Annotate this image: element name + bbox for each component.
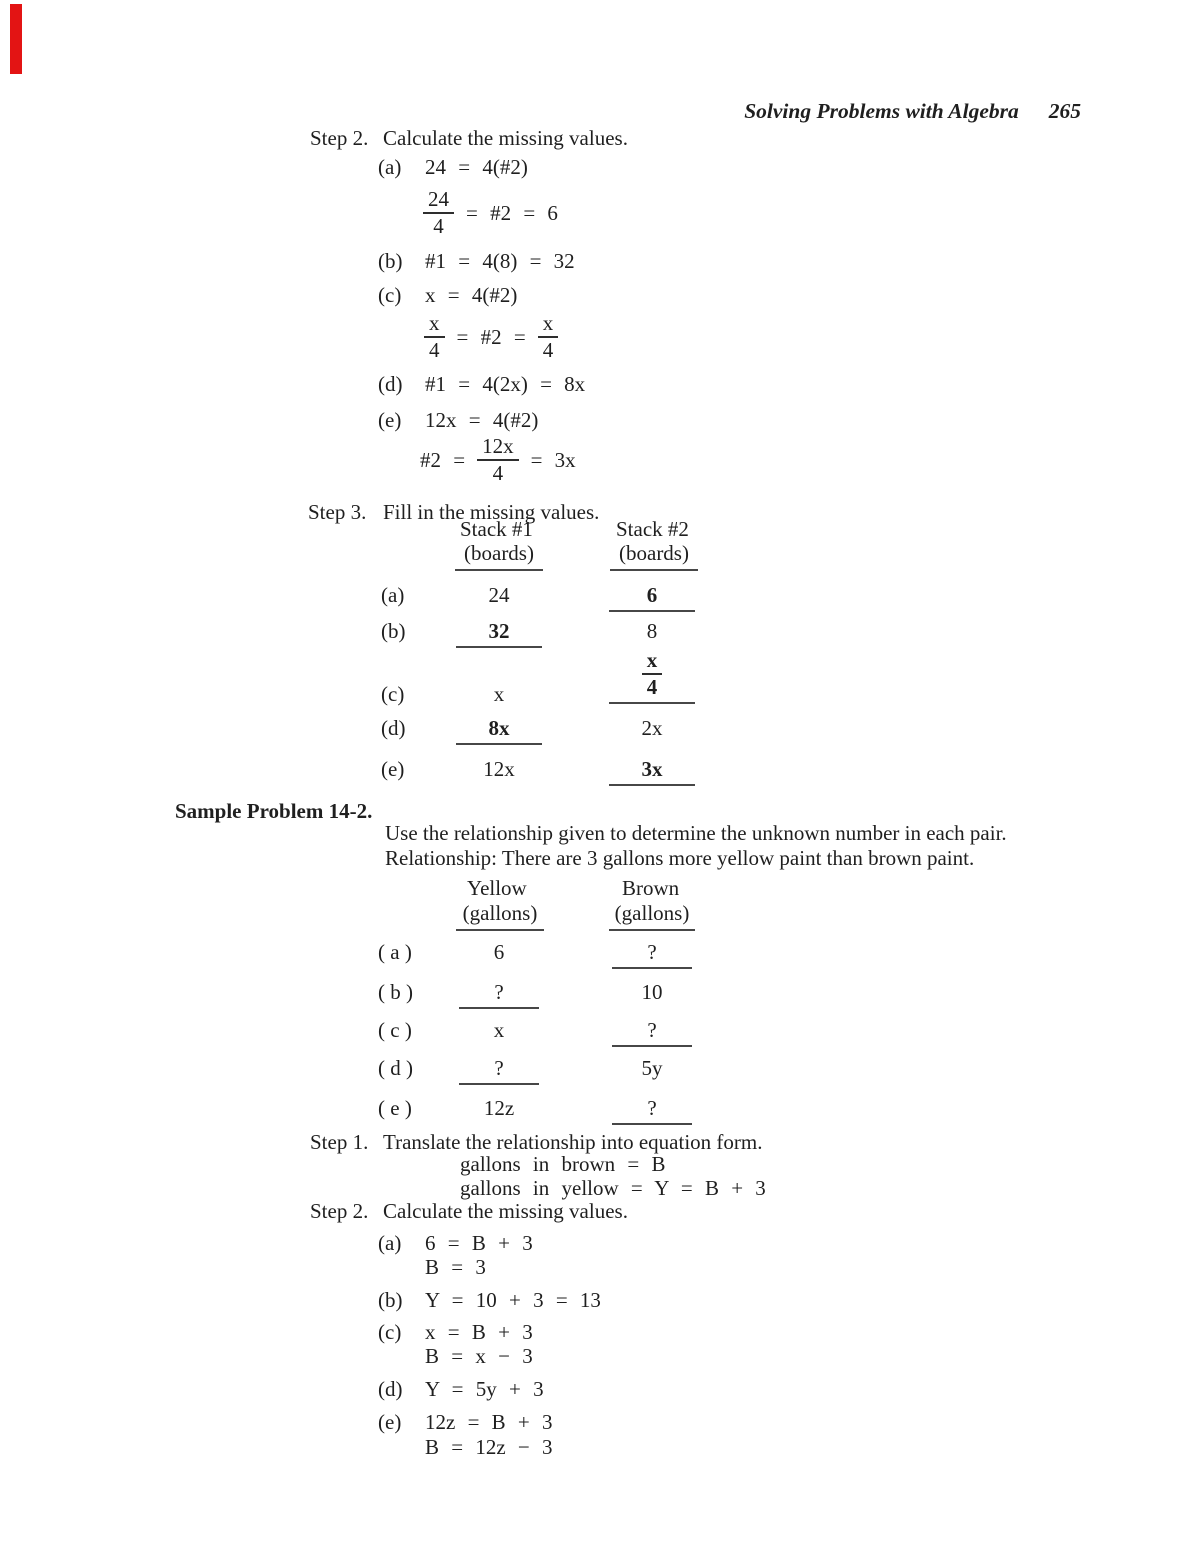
row-label: ( b ) <box>378 980 413 1004</box>
stack2-value: 8 <box>646 619 658 643</box>
fraction-denominator: 4 <box>433 214 444 239</box>
item-e-label: (e) <box>378 408 402 432</box>
fraction <box>642 650 663 699</box>
equation-line <box>424 313 558 362</box>
row-label: (a) <box>381 583 405 607</box>
row-label: ( d ) <box>378 1056 413 1080</box>
column-subheader-brown: (gallons) <box>609 901 695 931</box>
column-header-brown: Brown <box>622 876 680 900</box>
step3-label: Step 3. <box>308 500 367 524</box>
step1-title: Translate the relationship into equation form. <box>383 1130 763 1154</box>
step2-top-title: Calculate the missing values. <box>383 126 628 150</box>
stack2-value: 2x <box>641 716 663 740</box>
yellow-value: 6 <box>493 940 505 964</box>
fraction-numerator: x <box>642 650 663 675</box>
row-label: (e) <box>381 757 405 781</box>
equation-line: 24 = 4(#2) <box>425 155 528 179</box>
row-label: ( c ) <box>378 1018 412 1042</box>
item-c-label: (c) <box>378 283 402 307</box>
sample-problem-heading: Sample Problem 14-2. <box>175 799 373 823</box>
stack1-value: 24 <box>488 583 510 607</box>
equation-line: Y = 10 + 3 = 13 <box>425 1288 601 1312</box>
stack1-value: x <box>493 682 505 706</box>
equation-line: #1 = 4(2x) = 8x <box>425 372 586 396</box>
column-subheader-stack2: (boards) <box>610 541 698 571</box>
fraction-numerator: 24 <box>423 189 454 214</box>
equation-line <box>423 189 558 238</box>
item-a-label: (a) <box>378 1231 402 1255</box>
fraction-denominator: 4 <box>429 338 440 363</box>
fraction <box>538 313 559 362</box>
equation-text: = #2 = 6 <box>466 200 558 225</box>
equation-line: Y = 5y + 3 <box>425 1377 544 1401</box>
equation-line: gallons in brown = B <box>460 1152 666 1176</box>
yellow-answer-blank: ? <box>450 1056 548 1085</box>
brown-answer-blank: ? <box>606 1018 698 1047</box>
equation-text: #2 = <box>420 447 466 472</box>
column-subheader-stack1: (boards) <box>455 541 543 571</box>
item-b-label: (b) <box>378 1288 403 1312</box>
equation-line: 12x = 4(#2) <box>425 408 539 432</box>
fraction-denominator: 4 <box>646 675 658 700</box>
stack2-answer-blank: 3x <box>606 757 698 786</box>
equation-line: 12z = B + 3 <box>425 1410 553 1434</box>
fraction <box>477 436 519 485</box>
item-d-label: (d) <box>378 372 403 396</box>
equation-line: gallons in yellow = Y = B + 3 <box>460 1176 766 1200</box>
step2-bottom-label: Step 2. <box>310 1199 369 1223</box>
stack1-value: 12x <box>483 757 515 781</box>
step1-label: Step 1. <box>310 1130 369 1154</box>
fraction-denominator: 4 <box>492 461 504 486</box>
row-label: (d) <box>381 716 406 740</box>
brown-answer-blank: ? <box>606 940 698 969</box>
row-label: (c) <box>381 682 405 706</box>
fraction-numerator: 12x <box>477 436 519 461</box>
step2-bottom-title: Calculate the missing values. <box>383 1199 628 1223</box>
page-number: 265 <box>1048 99 1081 123</box>
yellow-answer-blank: ? <box>450 980 548 1009</box>
brown-answer-blank: ? <box>606 1096 698 1125</box>
stack1-answer-blank: 8x <box>450 716 548 745</box>
yellow-value: 12z <box>483 1096 515 1120</box>
problem-text-line: Use the relationship given to determine the unknown number in each pair. <box>385 821 1007 845</box>
fraction <box>423 189 454 238</box>
brown-value: 10 <box>641 980 663 1004</box>
stack2-answer-blank <box>606 648 698 704</box>
equation-line: B = 12z − 3 <box>425 1435 553 1459</box>
fraction-denominator: 4 <box>542 338 554 363</box>
equation-text: = #2 = <box>456 324 526 349</box>
stack2-answer-blank: 6 <box>606 583 698 612</box>
red-edge-mark <box>10 4 22 74</box>
equation-line: #1 = 4(8) = 32 <box>425 249 575 273</box>
equation-line: x = B + 3 <box>425 1320 533 1344</box>
step3-title: Fill in the missing values. <box>383 500 600 524</box>
item-c-label: (c) <box>378 1320 402 1344</box>
fraction-numerator: x <box>424 313 445 338</box>
brown-value: 5y <box>641 1056 663 1080</box>
equation-line: 6 = B + 3 <box>425 1231 533 1255</box>
column-subheader-yellow: (gallons) <box>456 901 544 931</box>
equation-line: B = 3 <box>425 1255 486 1279</box>
running-head <box>723 74 1081 149</box>
running-head-title: Solving Problems with Algebra <box>744 99 1019 123</box>
column-header-stack2: Stack #2 <box>616 517 689 541</box>
yellow-value: x <box>493 1018 505 1042</box>
fraction-numerator: x <box>538 313 559 338</box>
row-label: ( a ) <box>378 940 412 964</box>
step2-top-label: Step 2. <box>310 126 369 150</box>
row-label: (b) <box>381 619 406 643</box>
equation-line: B = x − 3 <box>425 1344 533 1368</box>
stack1-answer-blank: 32 <box>450 619 548 648</box>
column-header-stack1: Stack #1 <box>460 517 533 541</box>
item-d-label: (d) <box>378 1377 403 1401</box>
equation-line: x = 4(#2) <box>425 283 518 307</box>
item-b-label: (b) <box>378 249 403 273</box>
fraction <box>424 313 445 362</box>
row-label: ( e ) <box>378 1096 412 1120</box>
equation-line <box>420 436 576 485</box>
equation-text: = 3x <box>530 447 576 472</box>
problem-text-line: Relationship: There are 3 gallons more yellow paint than brown paint. <box>385 846 975 870</box>
item-a-label: (a) <box>378 155 402 179</box>
column-header-yellow: Yellow <box>467 876 527 900</box>
item-e-label: (e) <box>378 1410 402 1434</box>
